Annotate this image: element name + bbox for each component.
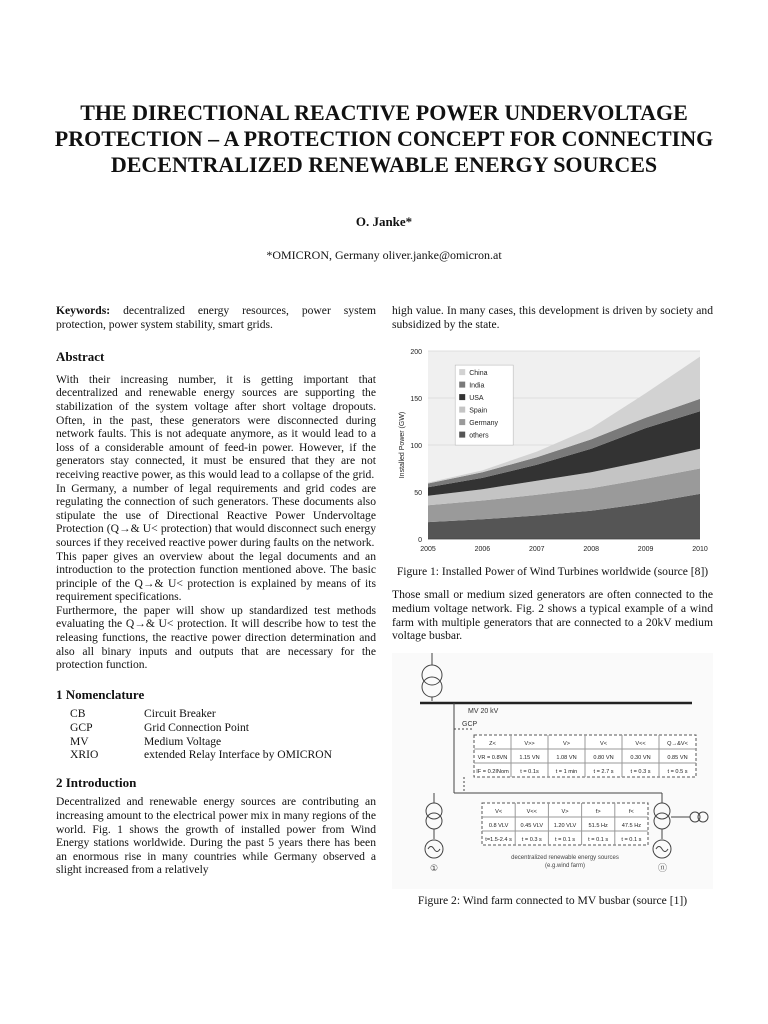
table-cell: t = 0.5 s	[667, 768, 688, 775]
table-cell: t = 0.1 s	[588, 836, 609, 843]
table-cell: t = 0.1 s	[621, 836, 642, 843]
abstract-heading: Abstract	[56, 349, 105, 365]
table-cell: IF = 0.2INom	[476, 768, 509, 775]
table-cell: t = 0.3 s	[630, 768, 651, 775]
figure-2-caption: Figure 2: Wind farm connected to MV busbar (source [1])	[417, 894, 688, 908]
nomenclature-heading: 1 Nomenclature	[56, 686, 145, 702]
legend-label: Spain	[469, 407, 488, 415]
abstract-paragraph: With their increasing number, it is getting important that decentralized and renewable energy sources are supporting the stabilization of the system voltage after short voltage dropouts. Often, in the past, these generators were disconnected during network faults. This is not adequate anymore, as it would lead to a loss of a considerable amount of feed-in power. However, if the generators stay connected, it must be ensured that they are not receiving reactive power, as this would lead to a collapse of the grid.	[56, 372, 376, 481]
table-header-cell: V>>	[524, 740, 535, 747]
intro-continuation: high value. In many cases, this development is driven by society and subsidized by the state.	[392, 304, 713, 331]
figure-1	[392, 343, 713, 565]
table-header-cell: f<	[628, 808, 634, 815]
y-tick-label: 150	[410, 396, 422, 404]
y-axis-label: Installed Power (GW)	[399, 411, 406, 479]
table-header-cell: V<<	[526, 808, 537, 815]
x-tick-label: 2008	[583, 546, 599, 554]
nomenclature-abbr: GCP	[70, 721, 93, 735]
legend-swatch	[459, 432, 465, 438]
figure-2-intro-paragraph: Those small or medium sized generators are often connected to the medium voltage network. Fig. 2 shows a typical example of a wind farm with multiple generators that are connected to a 20kV medium voltage busbar.	[392, 588, 713, 643]
x-tick-label: 2007	[529, 546, 545, 554]
gcp-label: GCP	[462, 720, 478, 728]
nomenclature-desc: extended Relay Interface by OMICRON	[144, 748, 333, 762]
right-column	[392, 304, 713, 908]
abstract-paragraph: In Germany, a number of legal requirements and grid codes are regulating the connection of such generators. These documents also stipulate the use of Directional Reactive Power Undervoltage Protection (Q→& U< protection) that would disconnect such energy sources if they received reactive power during faults on the network.	[56, 481, 376, 549]
wind-farm-label: (e.g.wind farm)	[544, 862, 586, 869]
wind-farm-diagram	[392, 653, 713, 889]
table-cell: 0.80 VN	[593, 754, 614, 761]
abstract-body	[56, 373, 376, 672]
x-tick-label: 2006	[474, 546, 491, 554]
legend-swatch	[459, 369, 465, 375]
table-cell: 51.5 Hz	[588, 822, 608, 829]
generator-last-label: ⓝ	[658, 862, 668, 873]
nomenclature-abbr: MV	[70, 734, 89, 748]
abstract-paragraph: This paper gives an overview about the legal documents and an introduction to the protection function mentioned above. The basic principle of the Q→& U< protection is explained by means of its requirement specifications.	[56, 549, 376, 604]
legend-label: others	[469, 432, 489, 440]
decentralized-sources-label: decentralized renewable energy sources	[511, 854, 619, 861]
nomenclature-item	[70, 721, 376, 735]
table-header-cell: V>	[561, 808, 569, 815]
nomenclature-item	[70, 735, 376, 749]
table-cell: t=1.5-2.4 s	[485, 836, 512, 843]
legend-swatch	[459, 407, 465, 413]
table-cell: 0.85 VN	[667, 754, 688, 761]
figure-2	[392, 653, 713, 893]
table-cell: VR = 0.8VN	[477, 754, 508, 761]
table-header-cell: Q→&V<	[667, 740, 688, 747]
y-tick-label: 50	[414, 490, 422, 498]
paper-title: THE DIRECTIONAL REACTIVE POWER UNDERVOLTAGE PROTECTION – A PROTECTION CONCEPT FOR CONNECTING DECENTRALIZED RENEWABLE ENERGY SOURCES	[54, 100, 714, 177]
legend-label: China	[469, 370, 488, 378]
table-cell: t = 1 min	[555, 768, 578, 775]
table-cell: t = 0.1s	[520, 768, 539, 775]
legend-label: India	[469, 382, 485, 390]
mv-label: MV 20 kV	[468, 707, 499, 715]
table-cell: t = 0.3 s	[521, 836, 542, 843]
table-header-cell: Z<	[489, 740, 496, 747]
table-cell: t = 2.7 s	[593, 768, 614, 775]
nomenclature-abbr: CB	[70, 707, 86, 721]
author-name: O. Janke*	[355, 214, 413, 229]
keywords-text: decentralized energy resources, power system protection, power system stability, smart grids.	[56, 304, 376, 331]
table-cell: 0.8 VLV	[488, 822, 509, 829]
y-tick-label: 100	[410, 443, 422, 451]
legend-label: Germany	[469, 420, 498, 428]
nomenclature-desc: Circuit Breaker	[144, 707, 216, 721]
table-header-cell: V<	[495, 808, 503, 815]
table-header-cell: V<	[600, 740, 607, 747]
x-tick-label: 2010	[692, 546, 708, 554]
author-affiliation: *OMICRON, Germany oliver.janke@omicron.at	[266, 248, 502, 262]
x-tick-label: 2005	[420, 546, 436, 554]
generator-first-label: ①	[430, 862, 439, 873]
nomenclature-item	[70, 748, 376, 762]
top-protection-table	[474, 735, 696, 777]
nomenclature-desc: Grid Connection Point	[144, 721, 249, 735]
nomenclature-abbr: XRIO	[70, 748, 99, 762]
table-cell: t = 0.1 s	[554, 836, 576, 843]
abstract-paragraph: Furthermore, the paper will show up standardized test methods evaluating the Q→& U< protection. It will describe how to test the releasing functions, the reactive power direction determination and also all binary inputs and outputs that are necessary for the protection function.	[56, 603, 376, 672]
legend-swatch	[459, 382, 465, 388]
keywords-label: Keywords:	[56, 304, 111, 317]
introduction-paragraph: Decentralized and renewable energy sources are contributing an increasing amount to the electrical power mix in many regions of the world. Fig. 1 shows the growth of installed power from Wind Energy stations worldwide. During the past 5 years there has been an enormous rise in many countries while Germany observed a slight increased from a relatively	[56, 795, 376, 877]
introduction-heading: 2 Introduction	[56, 774, 137, 790]
wind-power-chart	[392, 343, 713, 561]
legend-swatch	[459, 419, 465, 425]
keywords	[56, 304, 376, 331]
nomenclature-desc: Medium Voltage	[144, 734, 222, 748]
x-tick-label: 2009	[637, 546, 654, 554]
table-cell: 47.5 Hz	[621, 822, 642, 829]
table-cell: 1.20 VLV	[553, 822, 577, 829]
left-column	[56, 304, 376, 877]
legend-label: USA	[469, 395, 484, 403]
table-cell: 1.15 VN	[519, 754, 540, 761]
table-header-cell: V<<	[635, 740, 646, 747]
legend-swatch	[459, 394, 465, 400]
nomenclature-list	[70, 707, 376, 761]
table-cell: 0.45 VLV	[520, 822, 544, 829]
y-tick-label: 0	[418, 537, 422, 545]
figure-1-caption: Figure 1: Installed Power of Wind Turbines worldwide (source [8])	[396, 564, 709, 578]
table-header-cell: V>	[563, 740, 570, 747]
bottom-protection-table	[482, 803, 648, 845]
table-cell: 0.30 VN	[630, 754, 651, 761]
y-tick-label: 200	[410, 349, 422, 357]
nomenclature-item	[70, 707, 376, 721]
table-header-cell: f>	[595, 808, 601, 815]
table-cell: 1.08 VN	[556, 754, 577, 761]
